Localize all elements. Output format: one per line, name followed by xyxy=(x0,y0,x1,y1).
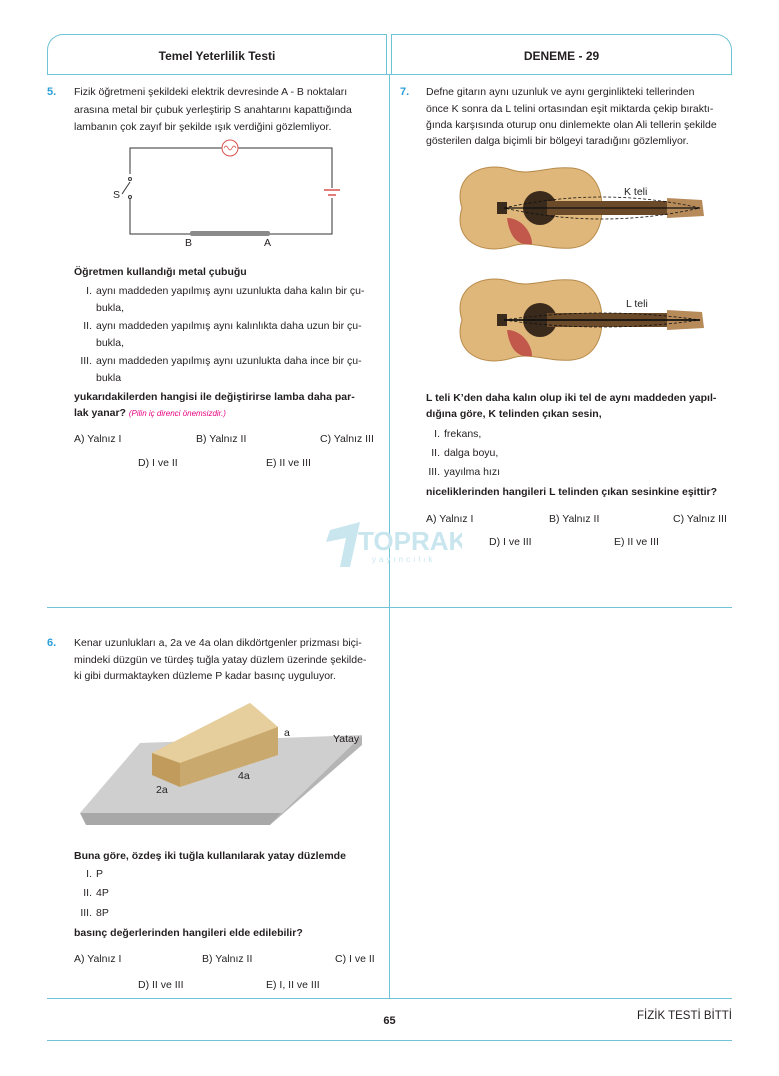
option-d[interactable]: D) II ve III xyxy=(138,979,184,991)
option-c[interactable]: C) Yalnız III xyxy=(320,433,374,445)
point-a-label: A xyxy=(264,237,272,249)
brick-diagram xyxy=(80,695,370,840)
option-b[interactable]: B) Yalnız II xyxy=(549,513,600,525)
svg-text:TOPRAK: TOPRAK xyxy=(358,526,462,556)
guitar-k-image xyxy=(452,158,712,258)
question-7-number: 7. xyxy=(400,86,410,98)
footer-rule-bottom xyxy=(47,1040,732,1041)
left-question-separator xyxy=(47,607,389,608)
question-7-text: niceliklerinden hangileri L telinden çıkan sesinkine eşittir? xyxy=(426,486,717,498)
plane-label: Yatay xyxy=(333,733,360,745)
question-7-prompt: L teli K’den daha kalın olup iki tel de aynı maddeden yapıl- xyxy=(426,392,717,404)
page-number: 65 xyxy=(383,1015,396,1027)
question-6-prompt: Buna göre, özdeş iki tuğla kullanılarak yatay düzlemde xyxy=(74,850,346,862)
header-left xyxy=(47,34,387,74)
option-e[interactable]: E) II ve III xyxy=(266,457,311,469)
question-5-number: 5. xyxy=(47,86,57,98)
question-5-note: (Pilin iç direnci önemsizdir.) xyxy=(128,409,226,418)
option-e[interactable]: E) II ve III xyxy=(614,536,659,548)
point-b-label: B xyxy=(185,237,193,249)
svg-text:yayıncılık: yayıncılık xyxy=(372,555,436,564)
exam-title: DENEME - 29 xyxy=(523,49,600,63)
test-end-label: FİZİK TESTİ BİTTİ xyxy=(637,1010,732,1022)
option-b[interactable]: B) Yalnız II xyxy=(202,953,253,965)
option-e[interactable]: E) I, II ve III xyxy=(266,979,320,991)
option-c[interactable]: C) Yalnız III xyxy=(673,513,727,525)
right-column-separator xyxy=(390,607,732,608)
question-5-text: yukarıdakilerden hangisi ile değiştirirse lamba daha par- xyxy=(74,391,355,403)
question-5-prompt: Öğretmen kullandığı metal çubuğu xyxy=(74,266,247,278)
metal-rod xyxy=(190,231,270,236)
option-a[interactable]: A) Yalnız I xyxy=(74,953,122,965)
circuit-diagram xyxy=(100,134,350,254)
option-d[interactable]: D) I ve III xyxy=(489,536,532,548)
l-string-label: L teli xyxy=(626,298,648,310)
option-d[interactable]: D) I ve II xyxy=(138,457,178,469)
test-title: Temel Yeterlilik Testi xyxy=(158,49,276,63)
option-c[interactable]: C) I ve II xyxy=(335,953,375,965)
question-6-text: basınç değerlerinden hangileri elde edilebilir? xyxy=(74,927,303,939)
k-string-label: K teli xyxy=(624,186,648,198)
edge-4a-label: 4a xyxy=(238,770,250,782)
option-a[interactable]: A) Yalnız I xyxy=(426,513,474,525)
option-b[interactable]: B) Yalnız II xyxy=(196,433,247,445)
option-a[interactable]: A) Yalnız I xyxy=(74,433,122,445)
edge-a-label: a xyxy=(284,727,290,739)
switch-icon xyxy=(122,182,130,194)
publisher-watermark xyxy=(322,512,462,575)
question-6-number: 6. xyxy=(47,637,57,649)
guitar-l-image xyxy=(452,270,712,370)
footer-rule-top xyxy=(47,998,732,999)
switch-label: S xyxy=(113,189,121,201)
edge-2a-label: 2a xyxy=(156,784,168,796)
header-right xyxy=(391,34,732,74)
